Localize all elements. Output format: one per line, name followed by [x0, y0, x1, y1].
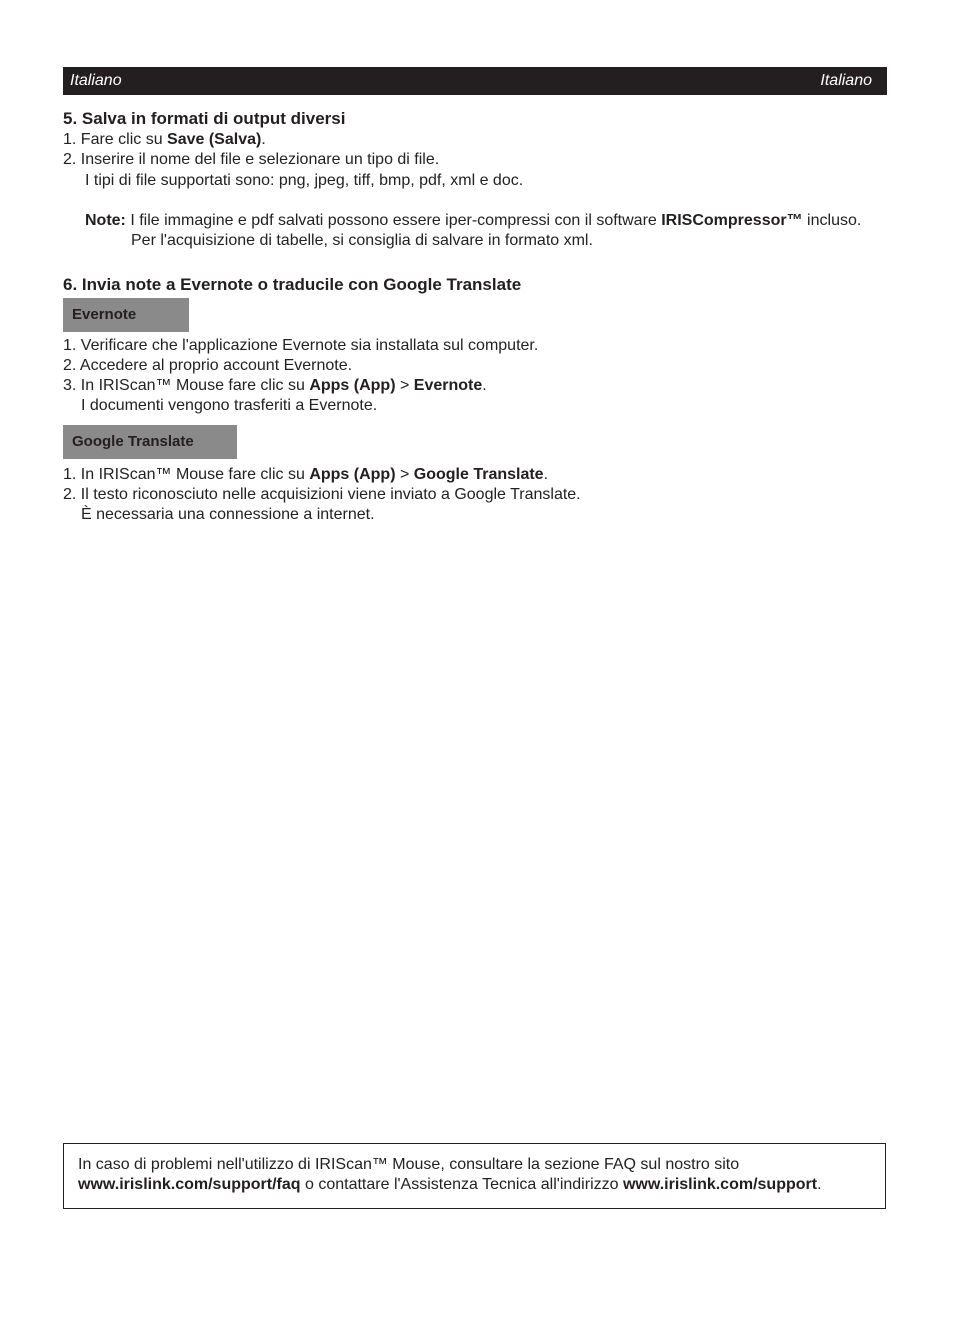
support-line-2: www.irislink.com/support/faq o contattare l'Assistenza Tecnica all'indirizzo www.irislink.com/support. — [78, 1176, 822, 1193]
google-step-2-sub: È necessaria una connessione a internet. — [81, 506, 375, 523]
section-5-step-2-sub: I tipi di file supportati sono: png, jpeg, tiff, bmp, pdf, xml e doc. — [85, 172, 524, 189]
section-5-note-line-2: Per l'acquisizione di tabelle, si consiglia di salvare in formato xml. — [131, 232, 593, 249]
google-translate-tag: Google Translate — [63, 425, 237, 459]
header-language-right: Italiano — [820, 72, 872, 89]
header-language-left: Italiano — [70, 72, 122, 89]
evernote-step-1: 1. Verificare che l'applicazione Evernote sia installata sul computer. — [63, 337, 539, 354]
evernote-tag: Evernote — [63, 298, 189, 332]
google-step-1: 1. In IRIScan™ Mouse fare clic su Apps (App) > Google Translate. — [63, 466, 549, 483]
note-label: Note: — [85, 212, 126, 229]
save-label: Save (Salva) — [167, 131, 262, 148]
support-line-1: In caso di problemi nell'utilizzo di IRIScan™ Mouse, consultare la sezione FAQ sul nostro sito — [78, 1156, 740, 1173]
faq-link[interactable]: www.irislink.com/support/faq — [78, 1176, 301, 1193]
evernote-step-2: 2. Accedere al proprio account Evernote. — [63, 357, 353, 374]
section-6-title: 6. Invia note a Evernote o traducile con Google Translate — [63, 275, 522, 294]
evernote-step-3: 3. In IRIScan™ Mouse fare clic su Apps (App) > Evernote. — [63, 377, 487, 394]
support-link[interactable]: www.irislink.com/support — [622, 1176, 818, 1193]
section-5-title: 5. Salva in formati di output diversi — [63, 109, 346, 128]
section-5-note: Note: I file immagine e pdf salvati possono essere iper-compressi con il software IRISCompressor™ incluso. — [85, 212, 862, 229]
google-step-2: 2. Il testo riconosciuto nelle acquisizioni viene inviato a Google Translate. — [63, 486, 581, 503]
page-header-bar — [63, 67, 887, 95]
section-5-step-2: 2. Inserire il nome del file e selezionare un tipo di file. — [63, 151, 440, 168]
iriscompressor-label: IRISCompressor™ — [661, 212, 803, 229]
evernote-step-3-sub: I documenti vengono trasferiti a Evernote. — [81, 397, 378, 414]
section-5-step-1: 1. Fare clic su Save (Salva). — [63, 131, 266, 148]
